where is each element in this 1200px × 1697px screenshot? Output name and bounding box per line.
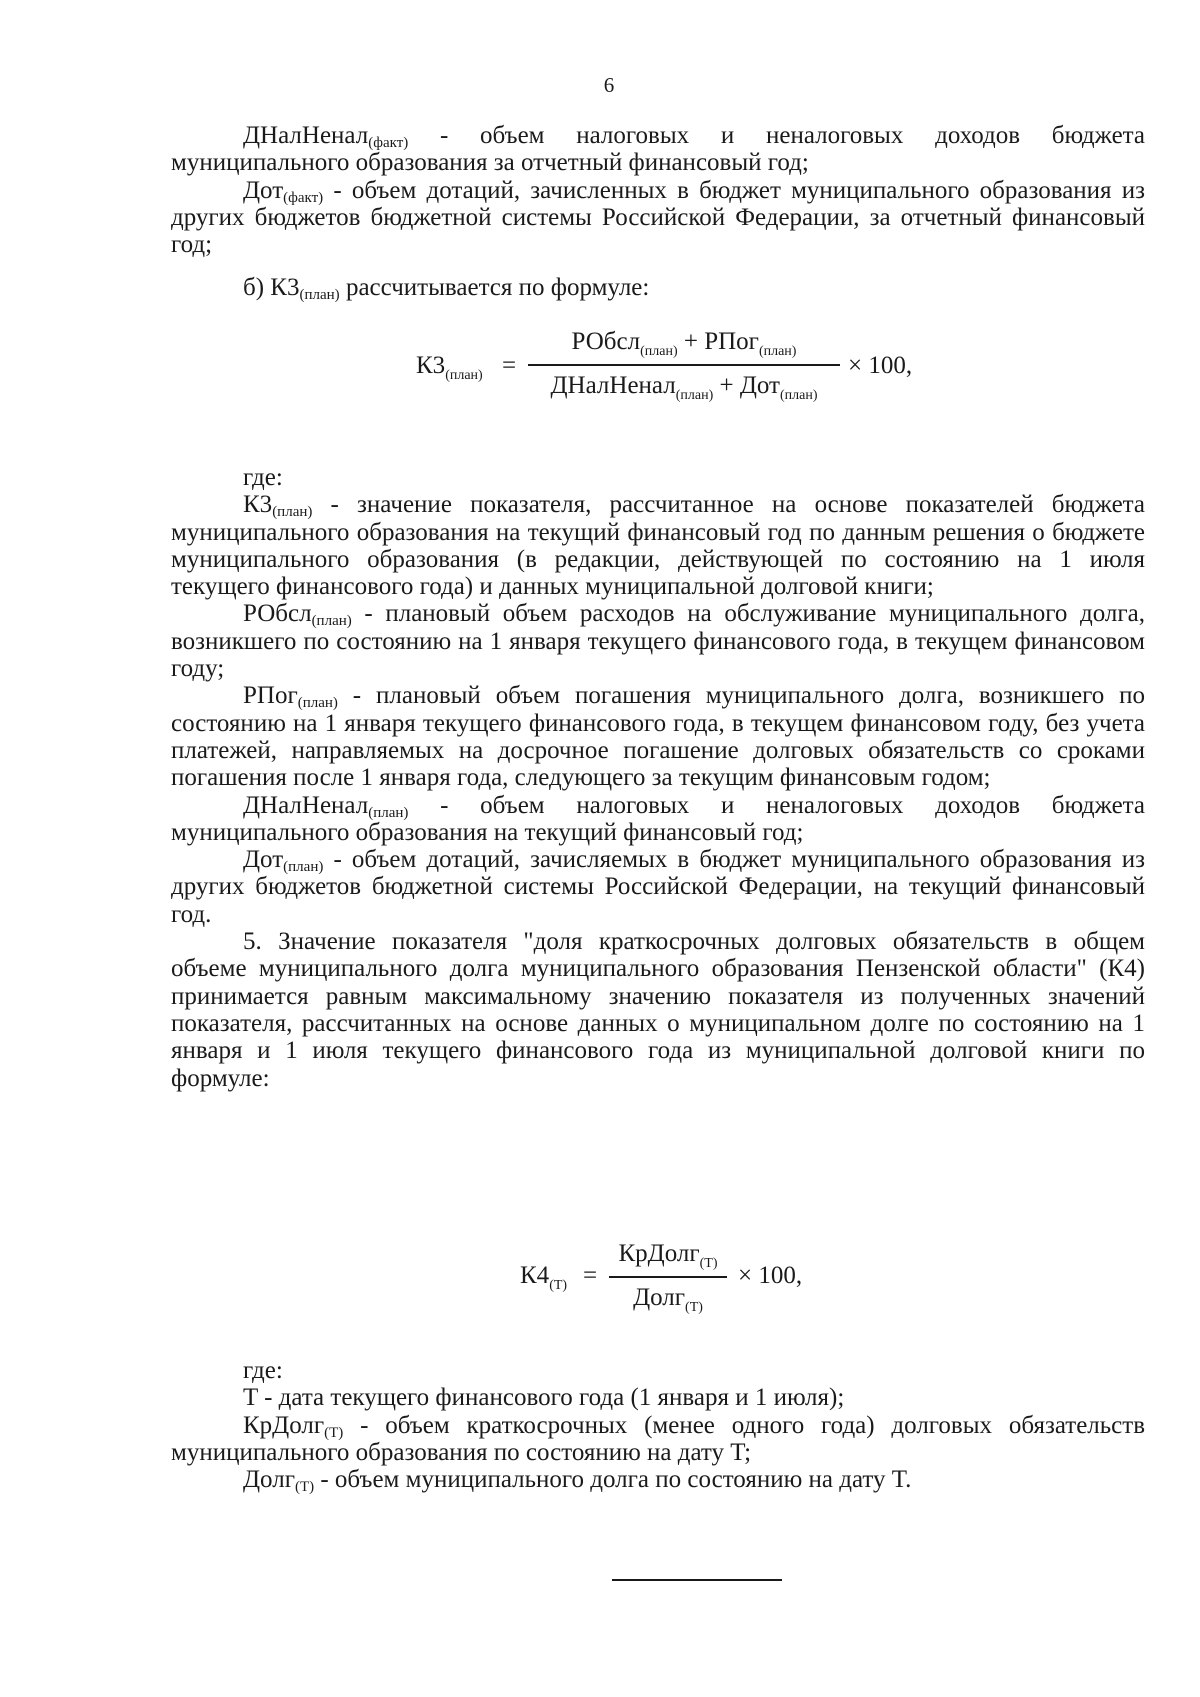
formula-numerator: КрДолг$_{(T)}$: [618, 1240, 718, 1271]
definition-paragraph: $К3_{(план)}$ - значение показателя, рассчитанное на основе показателей бюджета муниципального образования на текущий финансовый год по данным решения о бюджете муниципального образования (в редакции, действующей по состоянию на 1 июля текущего финансового года) и данных муниципальной долговой книги;: [171, 491, 1145, 601]
definition-paragraph: ДНалНенал$_{(план)}$ - объем налоговых и неналоговых доходов бюджета муниципального образования на текущий финансовый год;: [171, 791, 1145, 846]
formula-numerator: РОбсл$_{(план)}$ + РПог$_{(план)}$: [571, 328, 797, 359]
formula-multiplier: × 100,: [848, 352, 913, 379]
definitions-mid: [171, 464, 1145, 1092]
where-label: где:: [243, 464, 283, 491]
definition-paragraph: Дот$_{(план)}$ - объем дотаций, зачисляемых в бюджет муниципального образования из других бюджетов бюджетной системы Российской Федерации, на текущий финансовый год.: [171, 846, 1145, 928]
formula-denominator: Долг$_{(T)}$: [633, 1284, 703, 1315]
closing-rule: [612, 1579, 782, 1581]
definitions-top: [171, 122, 1145, 258]
item-5-paragraph: 5. Значение показателя "доля краткосрочных долговых обязательств в общем объеме муниципального долга муниципального образования Пензенской области" (К4) принимается равным максимальному значению показателя из полученных значений показателя, рассчитанных на основе данных о муниципальном долге по состоянию на 1 января и 1 июля текущего финансового года из муниципальной долговой книги по формуле:: [171, 928, 1145, 1092]
formula-denominator: ДНалНенал$_{(план)}$ + Дот$_{(план)}$: [550, 372, 818, 403]
definition-paragraph: Долг$_{(T)}$ - объем муниципального долга по состоянию на дату T.: [243, 1466, 912, 1496]
fraction-bar: [609, 1276, 727, 1278]
intro-b: б) $К3_{(план)}$ рассчитывается по формуле:: [243, 274, 650, 303]
where-label: где:: [243, 1357, 283, 1384]
formula-multiplier: × 100,: [738, 1262, 803, 1289]
fraction-bar: [528, 364, 840, 366]
definition-paragraph: ДНалНенал$_{(факт)}$ - объем налоговых и неналоговых доходов бюджета муниципального образования за отчетный финансовый год;: [171, 122, 1145, 177]
formula-equals: =: [583, 1262, 598, 1289]
definition-paragraph: КрДолг$_{(T)}$ - объем краткосрочных (менее одного года) долговых обязательств муниципального образования по состоянию на дату T;: [171, 1411, 1145, 1466]
definition-paragraph: РПог$_{(план)}$ - плановый объем погашения муниципального долга, возникшего по состоянию на 1 января текущего финансового года, в текущем финансовом году, без учета платежей, направляемых на досрочное погашение долговых обязательств со сроками погашения после 1 января года, следующего за текущим финансовым годом;: [171, 682, 1145, 792]
formula-equals: =: [502, 352, 517, 379]
formula-lhs: $К3_{(план)}$: [416, 352, 483, 383]
page-number: 6: [603, 73, 615, 97]
definition-paragraph: Дот$_{(факт)}$ - объем дотаций, зачисленных в бюджет муниципального образования из других бюджетов бюджетной системы Российской Федерации, за отчетный финансовый год;: [171, 176, 1145, 259]
definition-paragraph: T - дата текущего финансового года (1 января и 1 июля);: [243, 1384, 845, 1412]
definitions-bottom: [171, 1357, 1145, 1496]
definition-paragraph: РОбсл$_{(план)}$ - плановый объем расходов на обслуживание муниципального долга, возникшего по состоянию на 1 января текущего финансового года, в текущем финансовом году;: [171, 600, 1145, 683]
formula-lhs: $К4_{(T)}$: [520, 1262, 568, 1293]
